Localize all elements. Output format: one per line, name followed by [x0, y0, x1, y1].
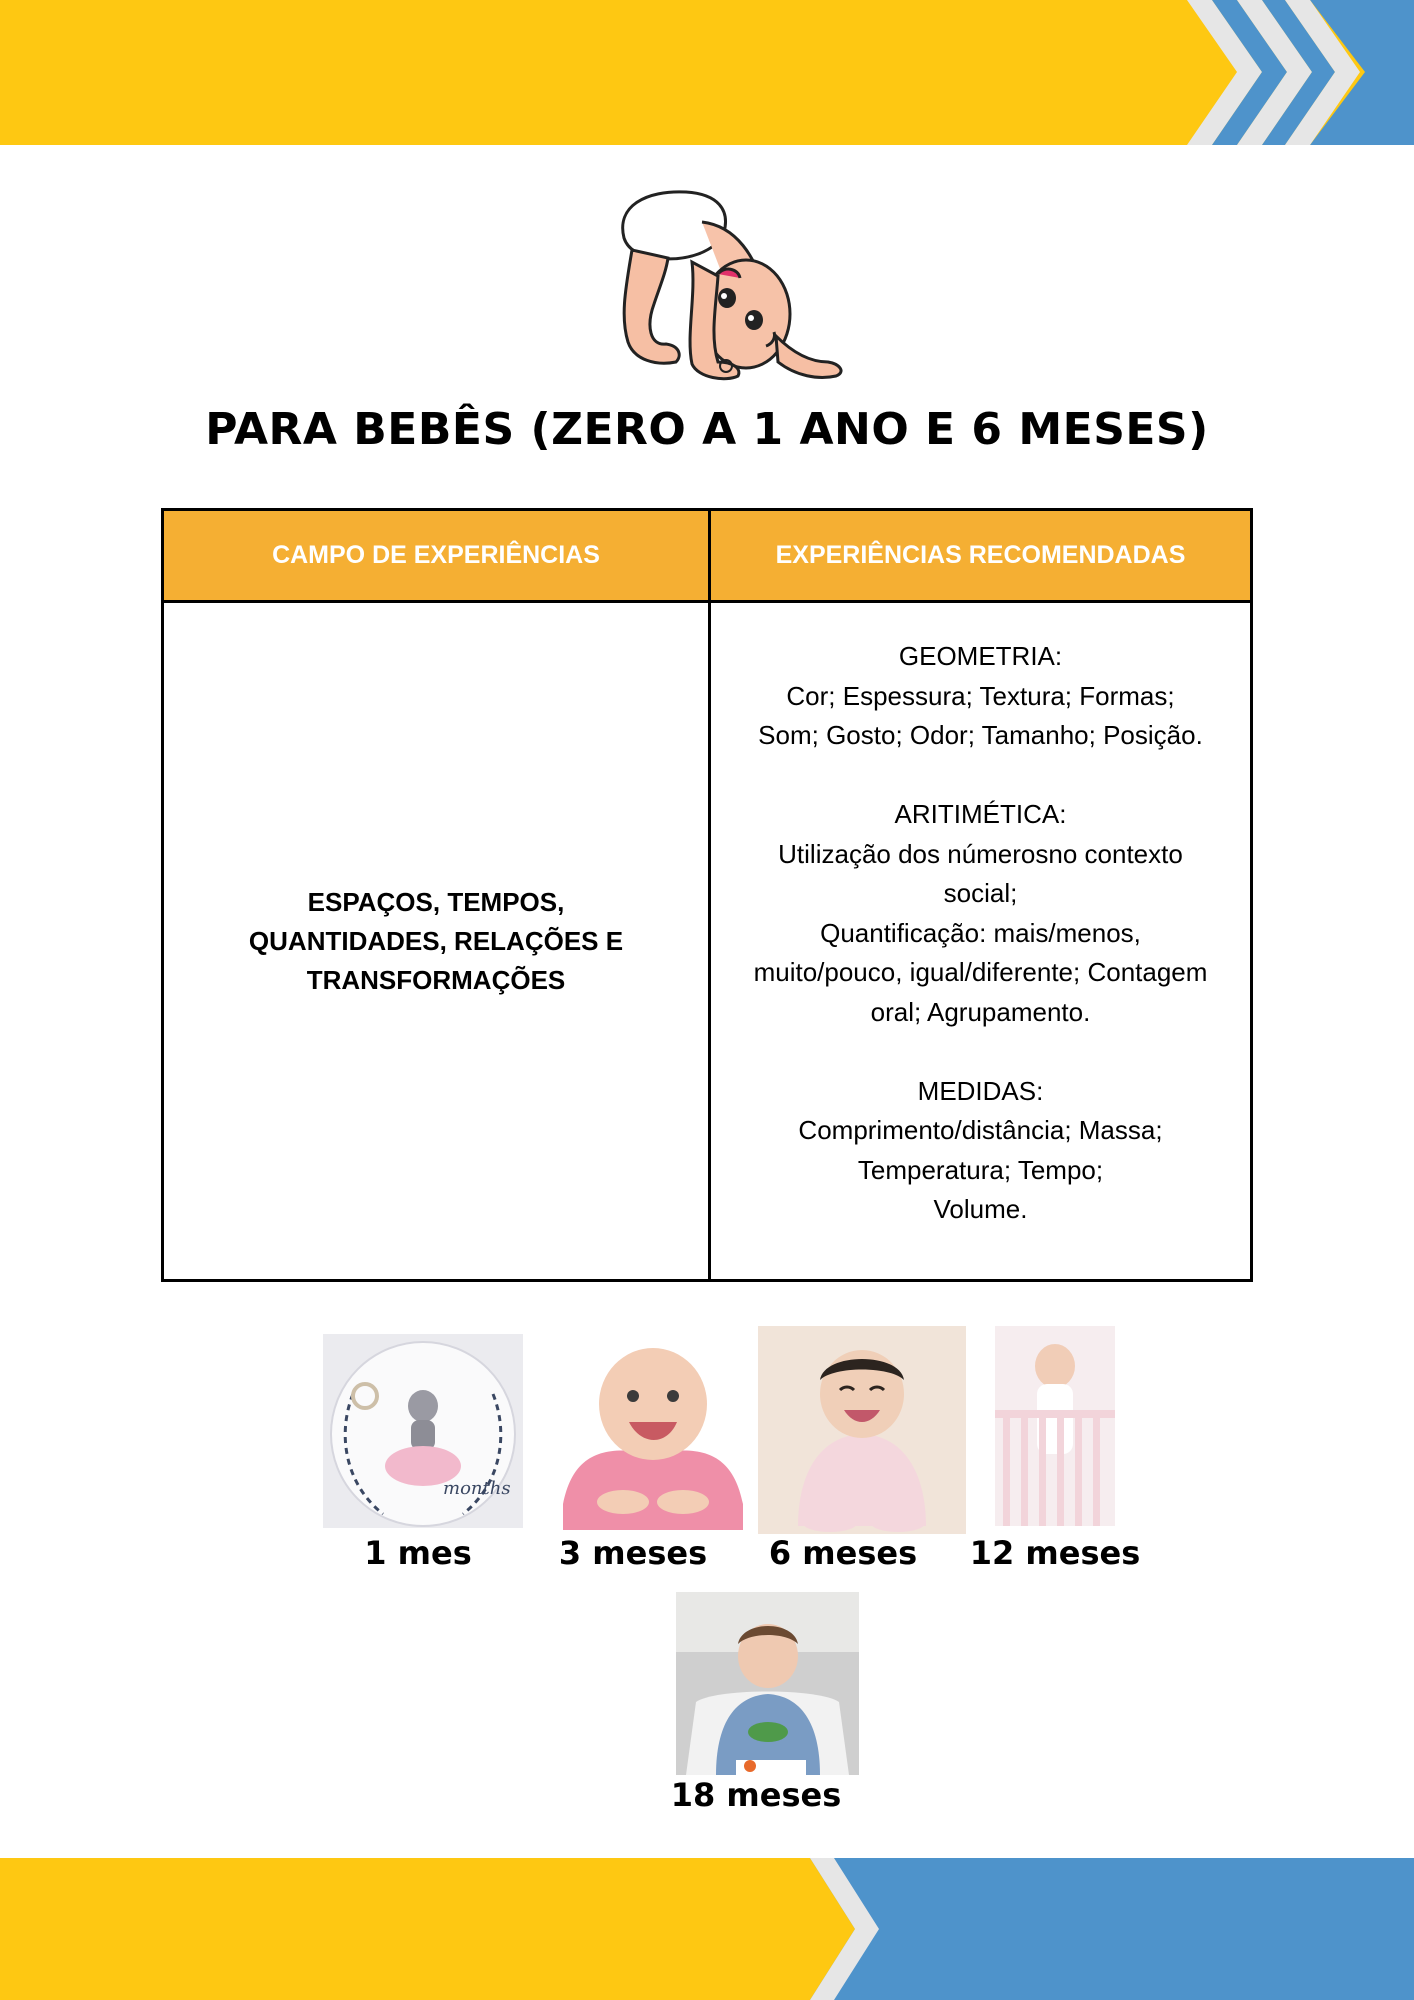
section-line: Temperatura; Tempo; [857, 1154, 1104, 1185]
section-line: Volume. [933, 1194, 1028, 1224]
bottom-banner [0, 1858, 1414, 2000]
section-geometria [727, 637, 1234, 756]
section-line: Quantificação: mais/menos, [820, 917, 1141, 948]
section-medidas [727, 1072, 1234, 1230]
field-line: ESPAÇOS, TEMPOS, [307, 886, 565, 917]
section-line: social; [943, 878, 1018, 908]
caption-18-meses: 18 meses [670, 1776, 842, 1814]
section-heading: MEDIDAS: [917, 1075, 1044, 1106]
field-cell [164, 603, 708, 1279]
section-line: Comprimento/distância; Massa; [798, 1115, 1163, 1145]
section-line: Cor; Espessura; Textura; Formas; [786, 680, 1175, 711]
section-line: oral; Agrupamento. [870, 996, 1091, 1027]
recommended-experiences-cell [711, 603, 1250, 1279]
field-line: TRANSFORMAÇÕES [306, 964, 566, 995]
top-banner [0, 0, 1414, 145]
baby-standing-in-crib-photo [991, 1326, 1119, 1526]
page-title: PARA BEBÊS (ZERO A 1 ANO E 6 MESES) [205, 404, 1209, 455]
baby-on-milestone-blanket-photo [323, 1334, 523, 1528]
section-line: muito/pouco, igual/diferente; Contagem [753, 957, 1208, 987]
section-heading: GEOMETRIA: [898, 641, 1063, 671]
section-heading: ARITIMÉTICA: [894, 799, 1067, 829]
svg-text:months: months [443, 1478, 511, 1499]
caption-6-meses: 6 meses [768, 1534, 918, 1572]
experiences-table [161, 508, 1253, 1282]
header-experiencias-recomendadas: EXPERIÊNCIAS RECOMENDADAS [775, 541, 1186, 569]
caption-12-meses: 12 meses [969, 1534, 1141, 1572]
field-line: QUANTIDADES, RELAÇÕES E [248, 925, 624, 956]
toddler-eating-photo [676, 1592, 859, 1775]
section-line: Som; Gosto; Odor; Tamanho; Posição. [758, 720, 1203, 750]
header-campo-de-experiencias: CAMPO DE EXPERIÊNCIAS [272, 541, 600, 569]
baby-sitting-photo [758, 1326, 966, 1534]
section-line: Utilização dos númerosno contexto [778, 838, 1183, 869]
baby-illustration-icon [606, 186, 850, 386]
caption-1-mes: 1 mes [364, 1534, 472, 1572]
section-aritimetica [727, 795, 1234, 1032]
caption-3-meses: 3 meses [558, 1534, 708, 1572]
baby-lying-on-tummy-photo [563, 1334, 743, 1530]
